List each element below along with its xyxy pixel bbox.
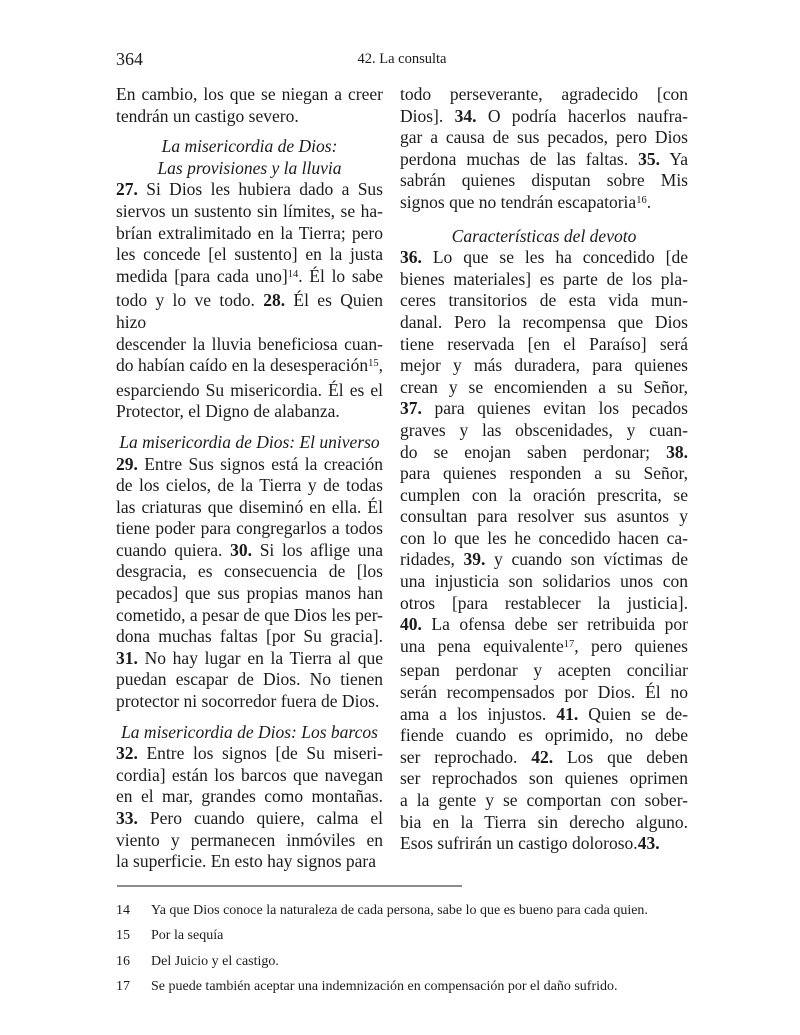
verse-number: 37. [400,398,422,419]
paragraph [400,84,688,217]
text-line [116,561,383,583]
text-line [400,334,688,356]
body-text: en el mar, grandes como montañas. [116,786,383,807]
body-text: En cambio, los que se niegan a creer [116,84,383,104]
body-text: consultan para resolver sus asuntos y [400,506,688,527]
text-line [400,528,688,550]
text-line [116,743,383,765]
body-text: do se enojan saben perdonar; [400,441,667,462]
body-text: , pero quienes [574,635,688,656]
body-text: una injusticia son solidarios unos con [400,571,688,592]
body-text: les concede [el sustento] en la justa [116,244,383,265]
verse-number: 39. [463,549,486,570]
body-text: todo y lo ve todo. [116,290,264,311]
footnote-number: 15 [116,928,130,944]
body-text: otros [para restablecer la justicia]. [400,592,688,613]
text-line [400,398,688,420]
body-text: Pero cuando quiere, calma el [137,808,383,828]
footnote-separator [117,885,462,887]
text-line [400,593,688,615]
body-text: las criaturas que diseminó en ella. Él [116,496,383,517]
text-line [400,833,688,855]
body-text: No hay lugar en la Tierra al que [137,647,383,668]
text-line [400,170,688,192]
text-line [116,830,383,852]
text-line [400,247,688,269]
body-text: y cuando son víctimas de [485,549,688,570]
footnote-reference: 15 [368,357,379,369]
column-right [400,84,688,873]
text-line [116,84,383,106]
text-line [400,614,688,636]
body-text: para quienes evitan los pecados [421,398,688,419]
footnotes [116,902,688,996]
text-line [116,454,383,476]
body-text: Él es Quien hizo [116,290,383,332]
verse-number: 36. [400,247,422,268]
body-text: puedan escapar de Dios. No tienen [116,669,383,690]
body-text: . [646,191,652,212]
text-line [116,540,383,562]
body-text: una pena equivalente [400,635,564,656]
body-text: cordia] están los barcos que navegan [116,764,383,785]
body-text: Lo que se les ha concedido [de [421,247,688,268]
body-text: desgracia, es consecuencia de [los [116,561,383,582]
verse-number: 35. [638,148,660,169]
text-line [116,475,383,497]
text-line [400,127,688,149]
text-line [116,518,383,540]
heading-line: Las provisiones y la lluvia [157,157,342,178]
body-text: a la gente y se comportan con sober- [400,790,688,810]
footnote-row [116,978,688,996]
verse-number: 30. [230,539,252,560]
heading-line: La misericordia de Dios: Los barcos [121,721,378,742]
text-line [400,290,688,312]
body-text: cuando quiera. [116,539,231,560]
text-line [400,192,688,217]
text-line [116,691,383,713]
body-text: Si Dios les hubiera dado a Sus [137,179,383,200]
verse-number: 34. [454,105,477,126]
footnote-reference: 17 [563,638,575,650]
body-text: crean y se encomienden a su Señor, [400,376,688,397]
body-text: con lo que les he concedido hacen ca- [400,527,688,548]
body-text: gar a causa de sus pecados, pero Dios [400,127,688,148]
text-line [116,179,383,201]
body-text: Dios]. [400,105,455,126]
text-line [400,682,688,704]
body-text: sabrán quienes disputan sobre Mis [400,170,688,191]
text-line [116,201,383,223]
section-heading [116,432,383,454]
body-text: Entre los signos [de Su miseri- [137,743,383,764]
body-text: . Él lo sabe [298,265,383,286]
text-line [400,571,688,593]
body-text: dona muchas faltas [por Su gracia]. [116,626,383,647]
paragraph [116,179,383,423]
body-text: todo perseverante, agradecido [con [400,84,688,104]
paragraph [116,743,383,873]
footnote-text: Se puede también aceptar una indemnización en compensación por el daño sufrido. [151,979,618,995]
body-text: O podría hacerlos naufra- [476,105,688,126]
text-line [400,636,688,661]
body-text: La ofensa debe ser retribuida por [421,614,688,635]
heading-line: La misericordia de Dios: El universo [119,431,380,452]
body-text: Los que deben [553,746,688,767]
text-line [400,442,688,464]
footnote-row [116,927,688,945]
text-line [400,269,688,291]
footnote-text: Del Juicio y el castigo. [151,953,279,969]
section-heading [116,136,383,179]
text-line [400,485,688,507]
text-line [400,660,688,682]
paragraph [116,84,383,127]
footnote-text: Por la sequía [151,928,224,944]
paragraph [400,247,688,855]
body-text: do habían caído en la desesperación [116,355,369,376]
text-line [116,497,383,519]
text-line [400,420,688,442]
verse-number: 31. [116,647,138,668]
body-text: serán recompensados por Dios. Él no [400,682,688,703]
body-text: bienes materiales] es parte de los pla- [400,268,688,289]
text-line [400,506,688,528]
body-text: Entre Sus signos está la creación [137,453,383,474]
body-text: Esos sufrirán un castigo doloroso. [400,833,638,854]
body-text: signos que no tendrán escapatoria [400,191,637,212]
body-text: para quienes responden a su Señor, [400,463,688,484]
text-line [116,583,383,605]
body-text: pecados] que sus propias manos han [116,583,383,604]
body-text: ceres transitorios de esta vida mun- [400,290,688,311]
verse-number: 29. [116,453,138,474]
verse-number: 40. [400,614,422,635]
text-line [116,648,383,670]
verse-number: 28. [263,290,286,311]
footnote-number: 16 [116,953,130,969]
text-line [400,312,688,334]
body-text: mejor y más duradera, para quienes [400,355,688,376]
text-line [400,355,688,377]
text-line [400,747,688,769]
footnote-row [116,902,688,920]
body-text: tiene poder para congregarlos a todos [116,518,383,539]
text-line [400,704,688,726]
column-left [116,84,383,873]
body-text: Ya [659,148,688,169]
text-line [116,808,383,830]
text-line [116,355,383,380]
heading-line: Características del devoto [451,225,637,246]
text-line [400,149,688,171]
body-text: tiene reservada [en el Paraíso] será [400,333,688,354]
body-text: cumplen con la oración prescrita, se [400,484,688,505]
body-text: brían extralimitado en la Tierra; pero [116,222,383,243]
page-header [116,50,688,68]
footnote-number: 14 [116,902,130,918]
text-line [400,377,688,399]
text-line [116,626,383,648]
section-heading [116,722,383,744]
text-line [400,768,688,790]
text-line [400,790,688,812]
text-line [116,334,383,356]
paragraph [116,454,383,713]
body-text: Quien se de- [578,703,688,724]
verse-number: 38. [666,441,688,462]
body-text: Si los aflige una [251,539,383,560]
body-text: danal. Pero la recompensa que Dios [400,311,688,332]
body-text: sepan perdonar y acepten conciliar [400,660,688,681]
body-text: ser reprochados son quienes oprimen [400,768,688,789]
text-line [400,463,688,485]
body-text: de los cielos, de la Tierra y de todas [116,475,383,496]
body-text: la superficie. En esto hay signos para [116,851,376,872]
body-text: , [378,355,383,376]
verse-number: 43. [637,833,660,854]
text-line [116,380,383,402]
body-text: medida [para cada uno] [116,265,288,286]
verse-number: 27. [116,179,138,200]
text-line [400,725,688,747]
verse-number: 33. [116,808,138,828]
text-line [116,244,383,266]
body-text: Protector, el Digno de alabanza. [116,401,340,422]
body-text: viento y permanecen inmóviles en [116,829,383,850]
text-line [116,786,383,808]
body-text: ridades, [400,549,464,570]
body-text: fiende cuando es oprimido, no debe [400,725,688,746]
text-line [116,605,383,627]
body-text: graves y las obscenidades, y cuan- [400,419,688,440]
body-text: ser reprochado. [400,746,532,767]
body-text: perdona muchas de las faltas. [400,148,639,169]
text-line [116,106,383,128]
footnote-number: 17 [116,979,130,995]
section-heading [400,226,688,248]
verse-number: 32. [116,743,138,764]
verse-number: 41. [556,703,579,724]
text-line [116,765,383,787]
body-text: esparciendo Su misericordia. Él es el [116,379,383,400]
footnote-row [116,953,688,971]
verse-number: 42. [531,746,554,767]
text-line [116,290,383,333]
body-text: descender la lluvia beneficiosa cuan- [116,333,383,354]
text-line [116,266,383,291]
page-number: 364 [116,49,143,69]
footnote-reference: 16 [636,194,647,206]
body-text: protector ni socorredor fuera de Dios. [116,691,380,712]
body-text: cometido, a pesar de que Dios les per- [116,604,383,625]
text-line [116,401,383,423]
heading-line: La misericordia de Dios: [161,136,338,157]
text-line [116,669,383,691]
body-text: bia en la Tierra sin derecho alguno. [400,811,688,832]
footnote-text: Ya que Dios conoce la naturaleza de cada persona, sabe lo que es bueno para cada quien. [151,902,648,918]
text-line [400,549,688,571]
text-line [116,223,383,245]
text-line [116,851,383,873]
text-line [400,84,688,106]
body-text: siervos un sustento sin límites, se ha- [116,200,383,221]
body-text: tendrán un castigo severo. [116,105,299,126]
footnote-reference: 14 [287,268,299,280]
chapter-running-title: 42. La consulta [357,51,447,67]
text-line [400,106,688,128]
body-text: ama a los injustos. [400,703,557,724]
text-columns [116,84,688,873]
text-line [400,812,688,834]
